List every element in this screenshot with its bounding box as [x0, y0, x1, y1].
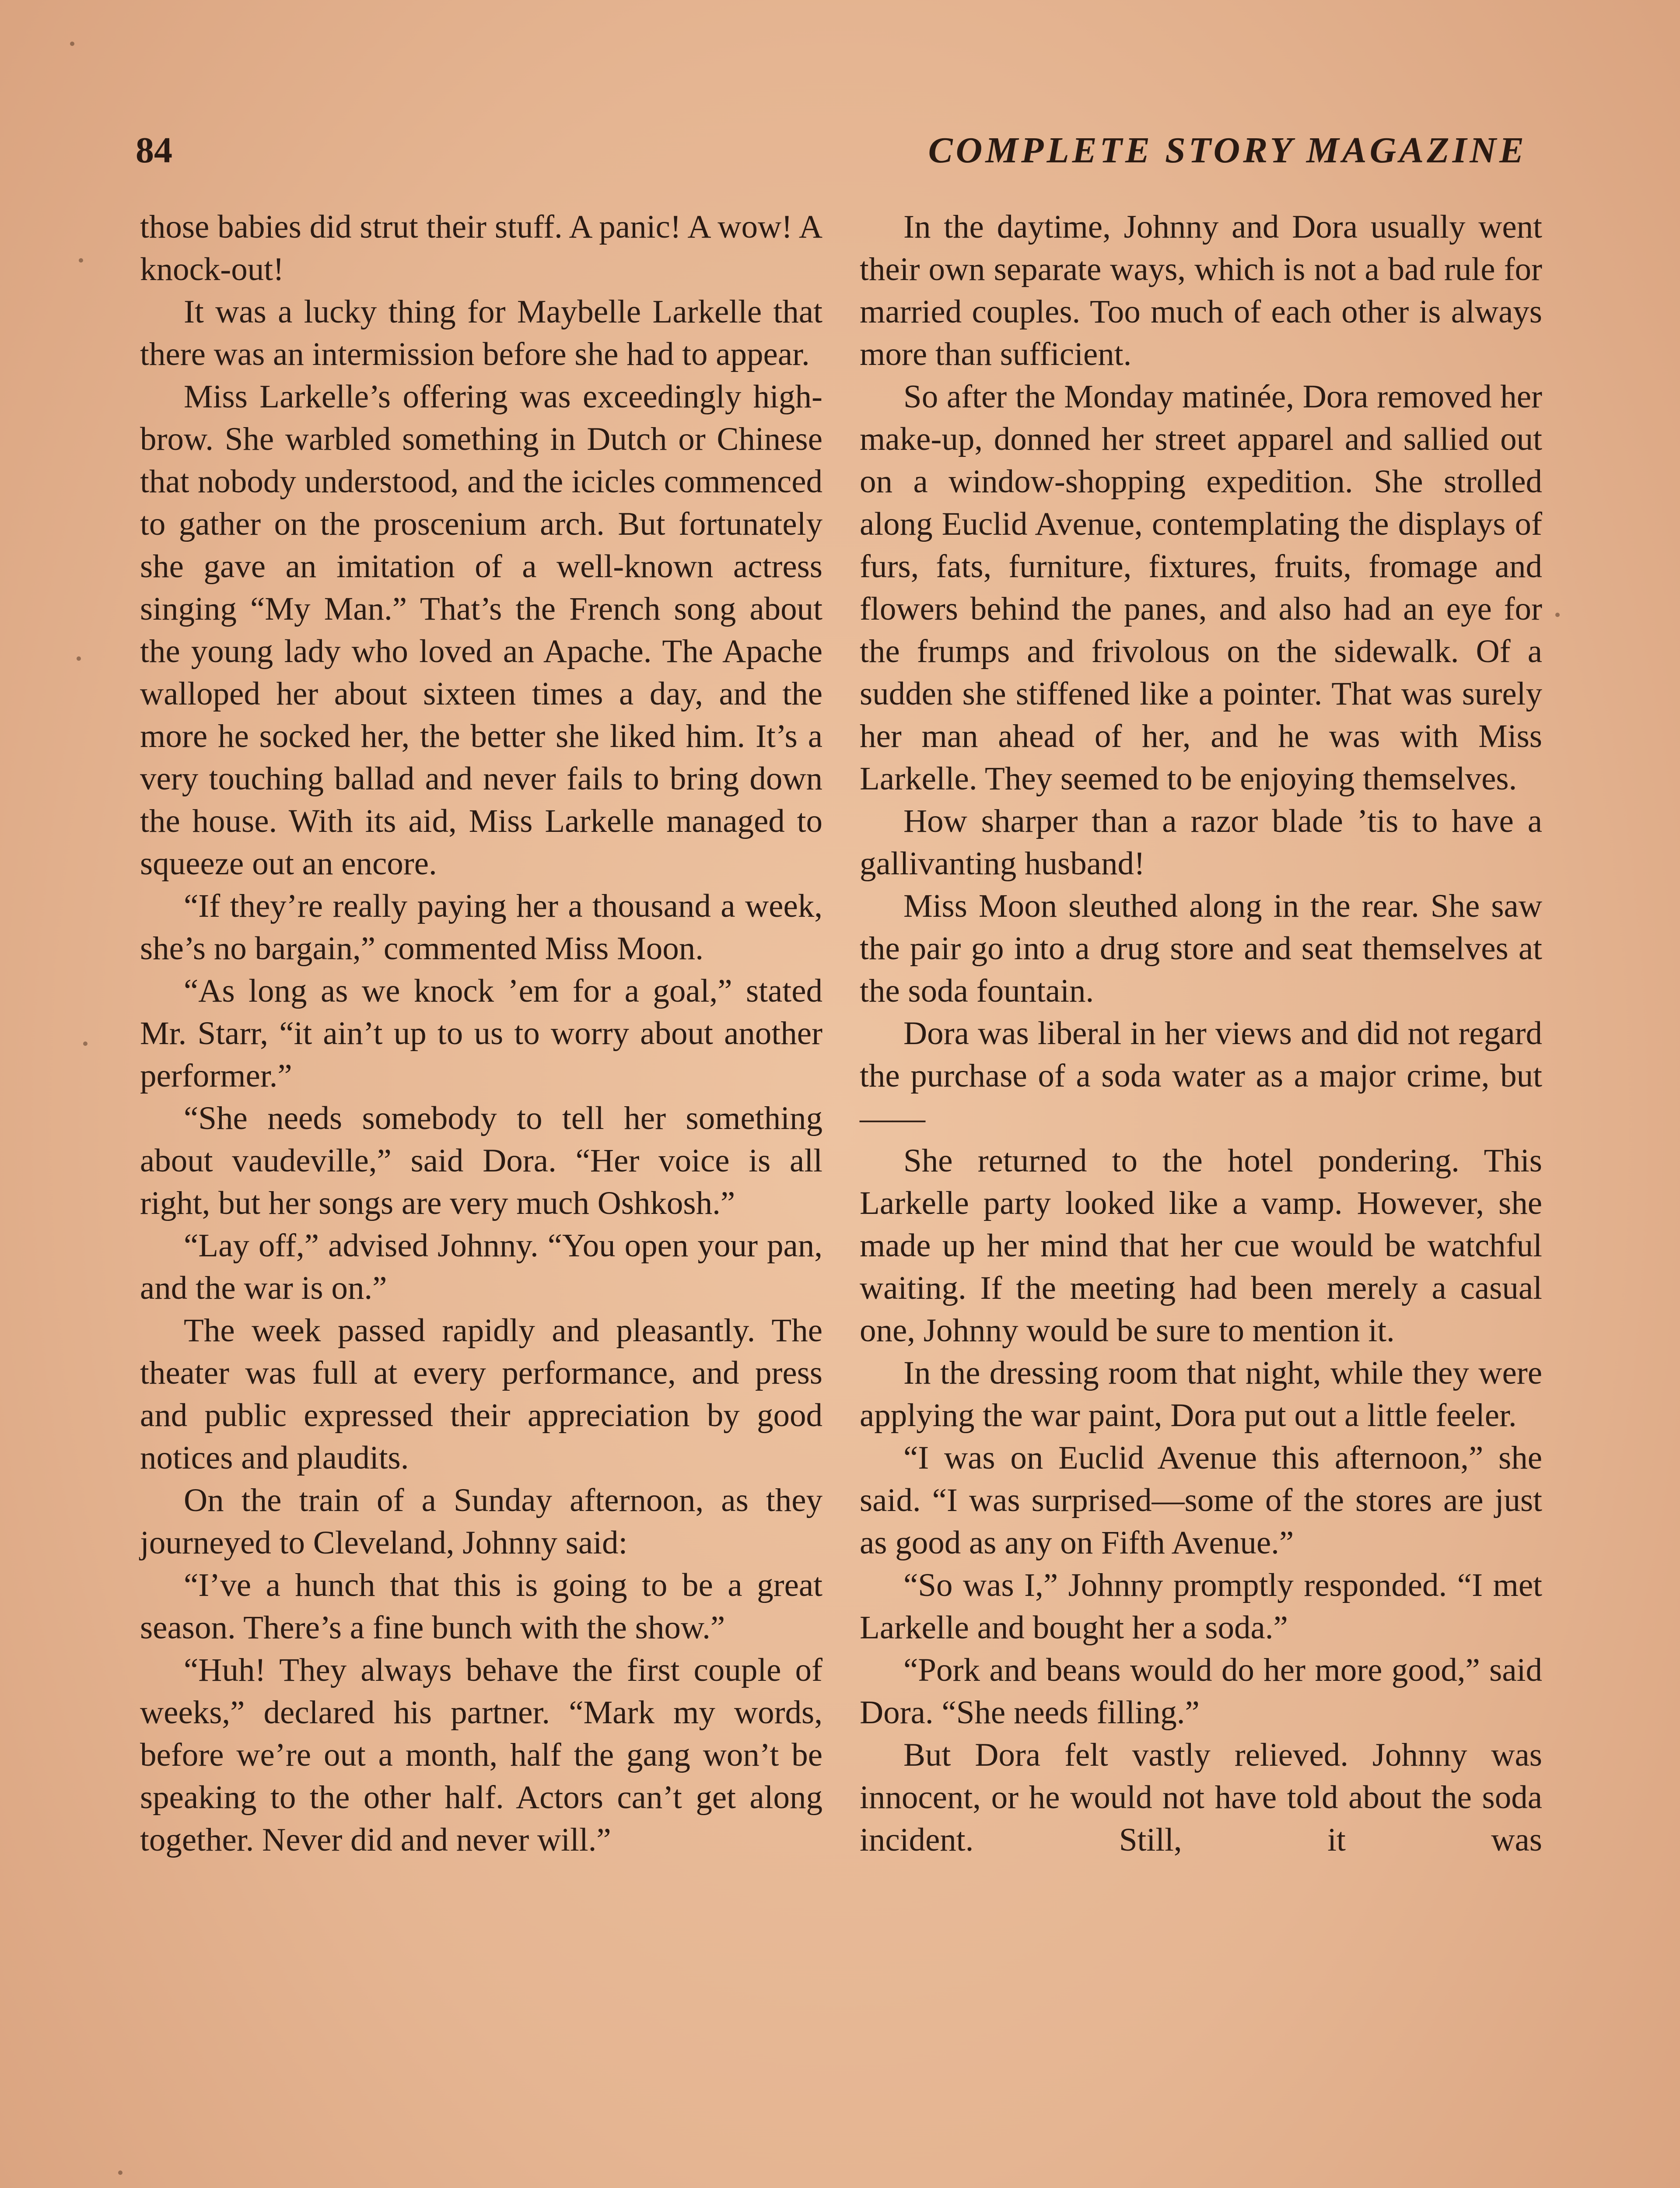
- paper-speck: [118, 2170, 122, 2175]
- left-paragraph-3: Miss Larkelle’s offering was exceedingly high-brow. She warbled something in Dutch or Chinese that nobody understood, and the icicles commenced to gather on the proscenium arch. But fortunately she gave an imitation of a well-known actress singing “My Man.” That’s the French song about the young lady who loved an Apache. The Apache walloped her about sixteen times a day, and the more he socked her, the better she liked him. It’s a very touching ballad and never fails to bring down the house. With its aid, Miss Larkelle managed to squeeze out an encore.: [140, 379, 822, 882]
- right-paragraph-1: In the daytime, Johnny and Dora usually went their own separate ways, which is not a bad rule for married couples. Too much of each other is always more than sufficient.: [860, 209, 1542, 372]
- right-paragraph-11: But Dora felt vastly relieved. Johnny was innocent, or he would not have told about the soda incident. Still, it was: [860, 1737, 1542, 1858]
- right-paragraph-10: “Pork and beans would do her more good,” said Dora. “She needs filling.”: [860, 1652, 1542, 1731]
- right-paragraph-6: She returned to the hotel pondering. This Larkelle party looked like a vamp. However, she made up her mind that her cue would be watchful waiting. If the meeting had been merely a casual one, Johnny would be sure to mention it.: [860, 1143, 1542, 1349]
- left-paragraph-5: “As long as we knock ’em for a goal,” stated Mr. Starr, “it ain’t up to us to worry about another performer.”: [140, 973, 822, 1094]
- paper-speck: [83, 1041, 88, 1046]
- right-column: [860, 206, 1542, 1861]
- left-paragraph-1: those babies did strut their stuff. A panic! A wow! A knock-out!: [140, 209, 822, 288]
- right-paragraph-5: Dora was liberal in her views and did not regard the purchase of a soda water as a major crime, but——: [860, 1015, 1542, 1136]
- paper-speck: [77, 656, 81, 661]
- left-paragraph-11: “Huh! They always behave the first couple of weeks,” declared his partner. “Mark my words, before we’re out a month, half the gang won’t be speaking to the other half. Actors can’t get along together. Never did and never will.”: [140, 1652, 822, 1858]
- left-paragraph-8: The week passed rapidly and pleasantly. The theater was full at every performance, and press and public expressed their appreciation by good notices and plaudits.: [140, 1312, 822, 1476]
- left-paragraph-4: “If they’re really paying her a thousand a week, she’s no bargain,” commented Miss Moon.: [140, 888, 822, 967]
- left-paragraph-6: “She needs somebody to tell her something about vaudeville,” said Dora. “Her voice is all right, but her songs are very much Oshkosh.”: [140, 1100, 822, 1221]
- paper-speck: [79, 258, 83, 263]
- left-column: [140, 206, 822, 1861]
- paper-speck: [70, 42, 74, 46]
- paper-speck: [1555, 613, 1560, 617]
- running-head-title: COMPLETE STORY MAGAZINE: [928, 130, 1527, 171]
- right-paragraph-4: Miss Moon sleuthed along in the rear. She saw the pair go into a drug store and seat themselves at the soda fountain.: [860, 888, 1542, 1009]
- right-paragraph-3: How sharper than a razor blade ’tis to have a gallivanting husband!: [860, 803, 1542, 882]
- left-paragraph-7: “Lay off,” advised Johnny. “You open your pan, and the war is on.”: [140, 1227, 822, 1306]
- right-paragraph-7: In the dressing room that night, while they were applying the war paint, Dora put out a little feeler.: [860, 1355, 1542, 1434]
- right-paragraph-9: “So was I,” Johnny promptly responded. “I met Larkelle and bought her a soda.”: [860, 1567, 1542, 1646]
- left-paragraph-9: On the train of a Sunday afternoon, as they journeyed to Cleveland, Johnny said:: [140, 1482, 822, 1561]
- page-number: 84: [136, 130, 172, 171]
- left-paragraph-10: “I’ve a hunch that this is going to be a great season. There’s a fine bunch with the show.”: [140, 1567, 822, 1646]
- left-paragraph-2: It was a lucky thing for Maybelle Larkelle that there was an intermission before she had to appear.: [140, 294, 822, 372]
- right-paragraph-2: So after the Monday matinée, Dora removed her make-up, donned her street apparel and sallied out on a window-shopping expedition. She strolled along Euclid Avenue, contemplating the displays of furs, fats, furniture, fixtures, fruits, fromage and flowers behind the panes, and also had an eye for the frumps and frivolous on the sidewalk. Of a sudden she stiffened like a pointer. That was surely her man ahead of her, and he was with Miss Larkelle. They seemed to be enjoying themselves.: [860, 379, 1542, 797]
- right-paragraph-8: “I was on Euclid Avenue this afternoon,” she said. “I was surprised—some of the stores are just as good as any on Fifth Avenue.”: [860, 1440, 1542, 1561]
